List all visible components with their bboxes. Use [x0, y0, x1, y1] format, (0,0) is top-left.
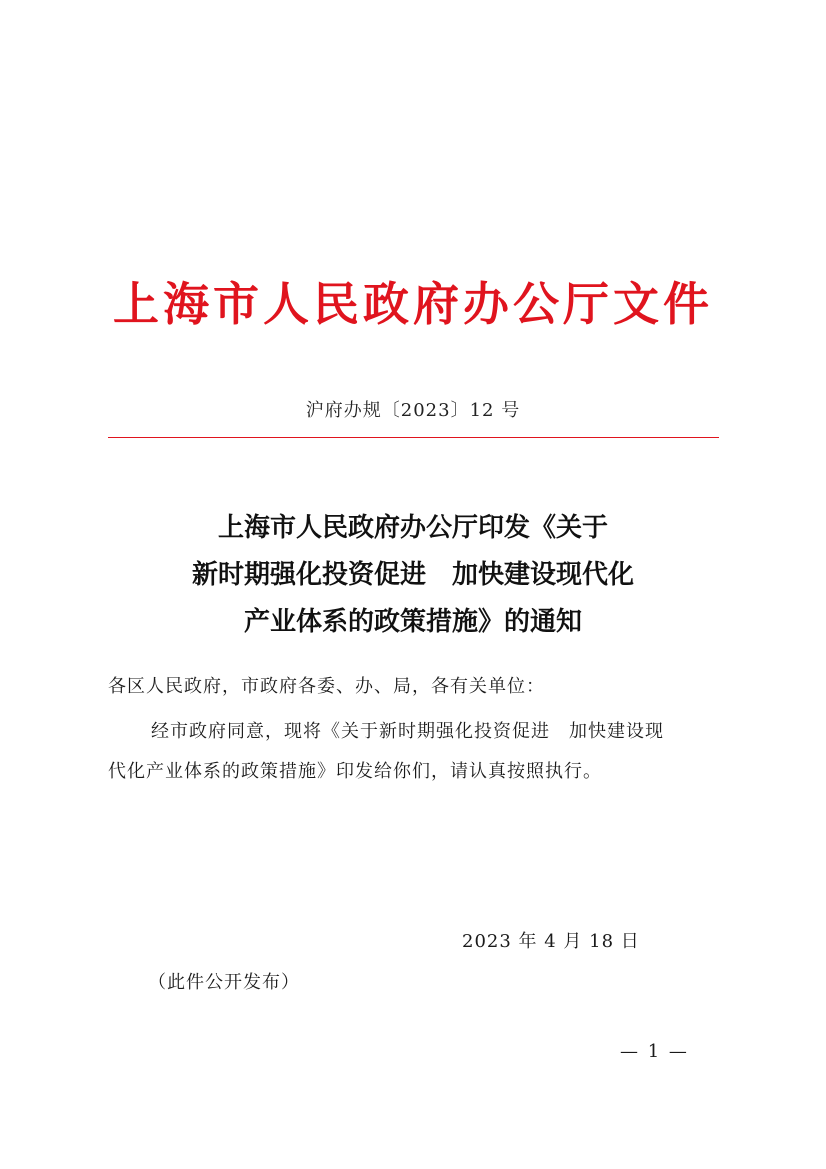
- title-line-3: 产业体系的政策措施》的通知: [243, 607, 582, 637]
- body-paragraph: [108, 712, 720, 792]
- document-number: 沪府办规〔2023〕12 号: [305, 400, 521, 421]
- page-number: — 1 —: [620, 1041, 689, 1062]
- document-masthead: 上海市人民政府办公厅文件: [113, 277, 713, 331]
- red-separator-line: [108, 437, 719, 438]
- body-line-1: 经市政府同意，现将《关于新时期强化投资促进 加快建设现: [151, 721, 664, 742]
- issue-date: 2023 年 4 月 18 日: [462, 931, 640, 952]
- title-line-1: 上海市人民政府办公厅印发《关于: [217, 513, 608, 543]
- title-line-2: 新时期强化投资促进 加快建设现代化: [191, 560, 634, 590]
- salutation: 各区人民政府，市政府各委、办、局，各有关单位：: [108, 676, 545, 697]
- body-line-2: 代化产业体系的政策措施》印发给你们，请认真按照执行。: [108, 761, 602, 782]
- document-title: [60, 505, 766, 646]
- publication-note: （此件公开发布）: [148, 972, 300, 993]
